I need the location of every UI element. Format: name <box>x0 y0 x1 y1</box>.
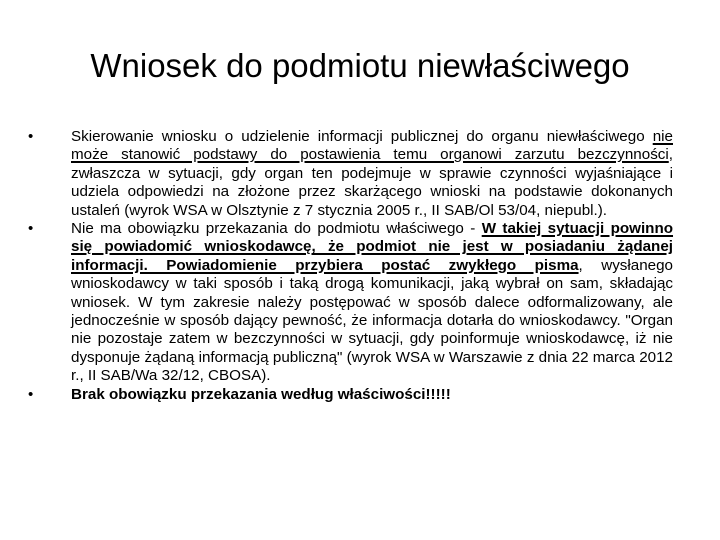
bullet-list <box>28 128 673 404</box>
bullet-text-plain: , zwłaszcza w sytuacji, gdy organ ten podejmuje w sprawie czynności wyjaśniające i udziela odpowiedzi na złożone przez skarżącego wnioski na podstawie dokonanych ustaleń (wyrok WSA w Olsztynie z 7 stycznia 2005 r., II SAB/Ol 53/04, niepubl.). <box>71 146 673 219</box>
bullet-text-plain: Nie ma obowiązku przekazania do podmiotu właściwego - <box>71 220 482 238</box>
bullet-item-2 <box>28 220 673 386</box>
bullet-item-1 <box>28 128 673 220</box>
slide-title: Wniosek do podmiotu niewłaściwego <box>90 47 630 84</box>
bullet-text-plain: , wysłanego wnioskodawcy w taki sposób i taką drogą komunikacji, jaką wybrał on sam, składając wniosek. W tym zakresie należy postępować w sposób dalece odformalizowany, ale jednocześnie w sposób dający pewność, że informacja dotarła do wnioskodawcy. "Organ nie pozostaje zatem w bezczynności w sytuacji, gdy poinformuje wnioskodawcę, iż nie dysponuje żądaną informacją publiczną" (wyrok WSA w Warszawie z dnia 22 marca 2012 r., II SAB/Wa 32/12, CBOSA). <box>71 256 673 385</box>
bullet-text-bold: Brak obowiązku przekazania według właściwości!!!!! <box>71 385 451 403</box>
bullet-text-underlined: nie może stanowić podstawy do postawienia temu organowi zarzutu bezczynności <box>71 128 673 164</box>
bullet-text-plain: Skierowanie wniosku o udzielenie informacji publicznej do organu niewłaściwego <box>71 128 653 145</box>
bullet-marker: • <box>28 385 34 403</box>
bullet-text-bold-underlined: W takiej sytuacji powinno się powiadomić wnioskodawcę, że podmiot nie jest w posiadaniu żądanej informacji. Powiadomienie przybiera postać zwykłego pisma <box>71 220 674 274</box>
bullet-marker: • <box>28 128 34 145</box>
bullet-marker: • <box>28 220 34 238</box>
bullet-item-3 <box>28 386 673 404</box>
